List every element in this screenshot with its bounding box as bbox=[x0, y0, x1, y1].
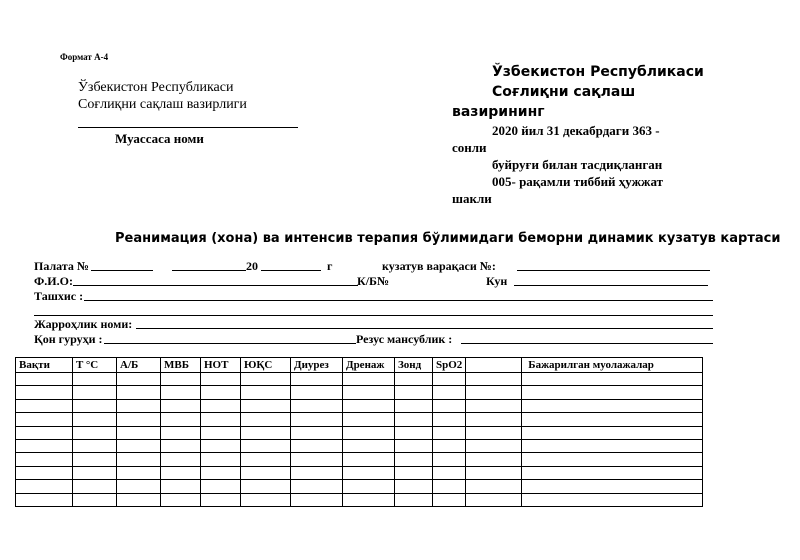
column-header: Бажарилган муолажалар bbox=[522, 358, 703, 373]
right-header-line2: Соғлиқни сақлаш bbox=[492, 84, 636, 100]
table-row bbox=[16, 439, 703, 452]
blood-group-line bbox=[104, 343, 356, 344]
date-day-line bbox=[172, 270, 246, 271]
table-row bbox=[16, 413, 703, 426]
table-cell[interactable] bbox=[161, 480, 201, 493]
table-cell[interactable] bbox=[343, 413, 395, 426]
table-row bbox=[16, 453, 703, 466]
year-prefix: 20 bbox=[246, 259, 258, 273]
table-cell[interactable] bbox=[201, 439, 241, 452]
table-cell[interactable] bbox=[291, 373, 343, 386]
column-header: T °C bbox=[73, 358, 117, 373]
table-cell[interactable] bbox=[117, 439, 161, 452]
table-cell[interactable] bbox=[291, 453, 343, 466]
table-header-row bbox=[16, 358, 703, 373]
table-cell[interactable] bbox=[291, 399, 343, 412]
table-cell[interactable] bbox=[343, 493, 395, 506]
column-header: SpO2 bbox=[433, 358, 466, 373]
table-cell[interactable] bbox=[466, 373, 522, 386]
table-cell[interactable] bbox=[291, 466, 343, 479]
table-cell[interactable] bbox=[466, 480, 522, 493]
table-cell[interactable] bbox=[433, 453, 466, 466]
table-cell[interactable] bbox=[395, 373, 433, 386]
table-cell[interactable] bbox=[201, 373, 241, 386]
table-cell[interactable] bbox=[161, 386, 201, 399]
table-cell[interactable] bbox=[395, 480, 433, 493]
diagnosis-line bbox=[84, 300, 713, 301]
table-cell[interactable] bbox=[291, 480, 343, 493]
right-header-line3: вазирининг bbox=[452, 104, 545, 120]
column-header: Зонд bbox=[395, 358, 433, 373]
right-header-line1: Ўзбекистон Республикаси bbox=[492, 64, 704, 80]
institution-name-label: Муассаса номи bbox=[115, 131, 204, 146]
table-cell[interactable] bbox=[522, 426, 703, 439]
table-cell[interactable] bbox=[117, 480, 161, 493]
table-row bbox=[16, 373, 703, 386]
table-cell[interactable] bbox=[433, 426, 466, 439]
table-cell[interactable] bbox=[433, 466, 466, 479]
table-cell[interactable] bbox=[16, 426, 73, 439]
table-cell[interactable] bbox=[161, 439, 201, 452]
table-cell[interactable] bbox=[291, 386, 343, 399]
table-cell[interactable] bbox=[433, 493, 466, 506]
table-cell[interactable] bbox=[291, 426, 343, 439]
kb-label: К/Б№ bbox=[357, 274, 390, 288]
rhesus-label: Резус мансублик : bbox=[356, 332, 453, 346]
table-cell[interactable] bbox=[16, 453, 73, 466]
table-cell[interactable] bbox=[466, 439, 522, 452]
table-row bbox=[16, 466, 703, 479]
table-cell[interactable] bbox=[241, 453, 291, 466]
table-cell[interactable] bbox=[522, 466, 703, 479]
table-cell[interactable] bbox=[201, 493, 241, 506]
ward-label: Палата № bbox=[34, 259, 89, 273]
right-header-line5: сонли bbox=[452, 140, 487, 155]
table-cell[interactable] bbox=[522, 453, 703, 466]
rhesus-line bbox=[461, 343, 713, 344]
table-cell[interactable] bbox=[117, 466, 161, 479]
table-cell[interactable] bbox=[16, 399, 73, 412]
table-cell[interactable] bbox=[241, 373, 291, 386]
table-cell[interactable] bbox=[73, 439, 117, 452]
table-cell[interactable] bbox=[466, 426, 522, 439]
table-cell[interactable] bbox=[73, 480, 117, 493]
table-cell[interactable] bbox=[291, 413, 343, 426]
table-cell[interactable] bbox=[395, 453, 433, 466]
day-label: Кун bbox=[486, 274, 508, 288]
column-header: НОТ bbox=[201, 358, 241, 373]
table-cell[interactable] bbox=[16, 493, 73, 506]
right-header-line8: шакли bbox=[452, 191, 492, 206]
column-header: ЮҚС bbox=[241, 358, 291, 373]
table-cell[interactable] bbox=[161, 413, 201, 426]
column-header bbox=[466, 358, 522, 373]
table-cell[interactable] bbox=[522, 373, 703, 386]
table-cell[interactable] bbox=[291, 493, 343, 506]
table-cell[interactable] bbox=[117, 399, 161, 412]
table-cell[interactable] bbox=[466, 466, 522, 479]
table-cell[interactable] bbox=[343, 453, 395, 466]
table-cell[interactable] bbox=[161, 453, 201, 466]
table-cell[interactable] bbox=[201, 413, 241, 426]
document-title: Реанимация (хона) ва интенсив терапия бўлимидаги беморни динамик кузатув картаси bbox=[115, 231, 781, 246]
table-cell[interactable] bbox=[522, 386, 703, 399]
table-cell[interactable] bbox=[522, 480, 703, 493]
table-row bbox=[16, 426, 703, 439]
table-cell[interactable] bbox=[117, 373, 161, 386]
right-header-line7: 005- рақамли тиббий ҳужжат bbox=[492, 174, 664, 189]
table-row bbox=[16, 493, 703, 506]
table-cell[interactable] bbox=[433, 399, 466, 412]
table-cell[interactable] bbox=[395, 466, 433, 479]
column-header: Вақти bbox=[16, 358, 73, 373]
table-cell[interactable] bbox=[241, 399, 291, 412]
table-cell[interactable] bbox=[201, 399, 241, 412]
year-line bbox=[261, 270, 321, 271]
table-cell[interactable] bbox=[241, 386, 291, 399]
left-header-line1: Ўзбекистон Республикаси bbox=[78, 80, 234, 95]
table-cell[interactable] bbox=[241, 426, 291, 439]
table-cell[interactable] bbox=[433, 413, 466, 426]
table-cell[interactable] bbox=[16, 480, 73, 493]
sheet-number-label: кузатув варақаси №: bbox=[382, 259, 496, 273]
institution-name-line bbox=[78, 127, 298, 128]
table-cell[interactable] bbox=[117, 493, 161, 506]
table-cell[interactable] bbox=[343, 439, 395, 452]
surgery-label: Жарроҳлик номи: bbox=[34, 317, 133, 331]
table-cell[interactable] bbox=[343, 399, 395, 412]
column-header: Дренаж bbox=[343, 358, 395, 373]
right-header-line6: буйруғи билан тасдиқланган bbox=[492, 157, 663, 172]
table-cell[interactable] bbox=[201, 453, 241, 466]
table-cell[interactable] bbox=[466, 399, 522, 412]
table-cell[interactable] bbox=[522, 493, 703, 506]
table-cell[interactable] bbox=[117, 426, 161, 439]
table-cell[interactable] bbox=[241, 480, 291, 493]
table-cell[interactable] bbox=[73, 373, 117, 386]
name-label: Ф.И.О: bbox=[34, 274, 73, 288]
table-cell[interactable] bbox=[73, 453, 117, 466]
column-header: А/Б bbox=[117, 358, 161, 373]
table-cell[interactable] bbox=[395, 439, 433, 452]
table-cell[interactable] bbox=[522, 399, 703, 412]
format-label: Формат А-4 bbox=[60, 52, 109, 62]
table-cell[interactable] bbox=[161, 493, 201, 506]
table-cell[interactable] bbox=[16, 413, 73, 426]
left-header-line2: Соғлиқни сақлаш вазирлиги bbox=[78, 97, 247, 112]
table-cell[interactable] bbox=[16, 386, 73, 399]
table-cell[interactable] bbox=[433, 439, 466, 452]
column-header: Диурез bbox=[291, 358, 343, 373]
table-cell[interactable] bbox=[466, 453, 522, 466]
table-cell[interactable] bbox=[466, 413, 522, 426]
column-header: МВБ bbox=[161, 358, 201, 373]
table-cell[interactable] bbox=[16, 439, 73, 452]
name-line bbox=[73, 285, 358, 286]
table-cell[interactable] bbox=[73, 386, 117, 399]
table-row bbox=[16, 386, 703, 399]
table-cell[interactable] bbox=[466, 493, 522, 506]
table-cell[interactable] bbox=[291, 439, 343, 452]
table-cell[interactable] bbox=[161, 426, 201, 439]
table-cell[interactable] bbox=[161, 399, 201, 412]
table-cell[interactable] bbox=[433, 480, 466, 493]
year-suffix: г bbox=[327, 259, 333, 273]
day-line bbox=[514, 285, 708, 286]
table-cell[interactable] bbox=[522, 413, 703, 426]
table-cell[interactable] bbox=[117, 386, 161, 399]
table-cell[interactable] bbox=[241, 493, 291, 506]
table-cell[interactable] bbox=[522, 439, 703, 452]
table-cell[interactable] bbox=[73, 466, 117, 479]
table-row bbox=[16, 480, 703, 493]
sheet-number-line bbox=[517, 270, 710, 271]
table-cell[interactable] bbox=[241, 413, 291, 426]
diagnosis-label: Ташхис : bbox=[34, 289, 84, 303]
surgery-line bbox=[136, 328, 713, 329]
blood-group-label: Қон гуруҳи : bbox=[34, 332, 103, 346]
table-cell[interactable] bbox=[73, 413, 117, 426]
observation-table bbox=[15, 357, 703, 507]
table-cell[interactable] bbox=[343, 426, 395, 439]
table-cell[interactable] bbox=[395, 413, 433, 426]
right-header-line4: 2020 йил 31 декабрдаги 363 - bbox=[492, 123, 660, 138]
table-cell[interactable] bbox=[343, 373, 395, 386]
table-cell[interactable] bbox=[343, 386, 395, 399]
table-cell[interactable] bbox=[16, 466, 73, 479]
table-cell[interactable] bbox=[201, 426, 241, 439]
ward-line bbox=[91, 270, 153, 271]
table-cell[interactable] bbox=[201, 466, 241, 479]
table-cell[interactable] bbox=[395, 386, 433, 399]
table-cell[interactable] bbox=[343, 466, 395, 479]
table-row bbox=[16, 399, 703, 412]
table-cell[interactable] bbox=[73, 426, 117, 439]
table-cell[interactable] bbox=[161, 466, 201, 479]
table-cell[interactable] bbox=[241, 466, 291, 479]
table-cell[interactable] bbox=[241, 439, 291, 452]
table-cell[interactable] bbox=[466, 386, 522, 399]
table-cell[interactable] bbox=[117, 453, 161, 466]
table-cell[interactable] bbox=[73, 493, 117, 506]
table-cell[interactable] bbox=[161, 373, 201, 386]
diagnosis-line-2 bbox=[34, 315, 713, 316]
table-cell[interactable] bbox=[117, 413, 161, 426]
table-cell[interactable] bbox=[433, 386, 466, 399]
table-cell[interactable] bbox=[201, 386, 241, 399]
table-cell[interactable] bbox=[73, 399, 117, 412]
table-cell[interactable] bbox=[395, 399, 433, 412]
table-cell[interactable] bbox=[395, 426, 433, 439]
table-cell[interactable] bbox=[201, 480, 241, 493]
table-cell[interactable] bbox=[433, 373, 466, 386]
table-cell[interactable] bbox=[395, 493, 433, 506]
table-cell[interactable] bbox=[343, 480, 395, 493]
table-cell[interactable] bbox=[16, 373, 73, 386]
